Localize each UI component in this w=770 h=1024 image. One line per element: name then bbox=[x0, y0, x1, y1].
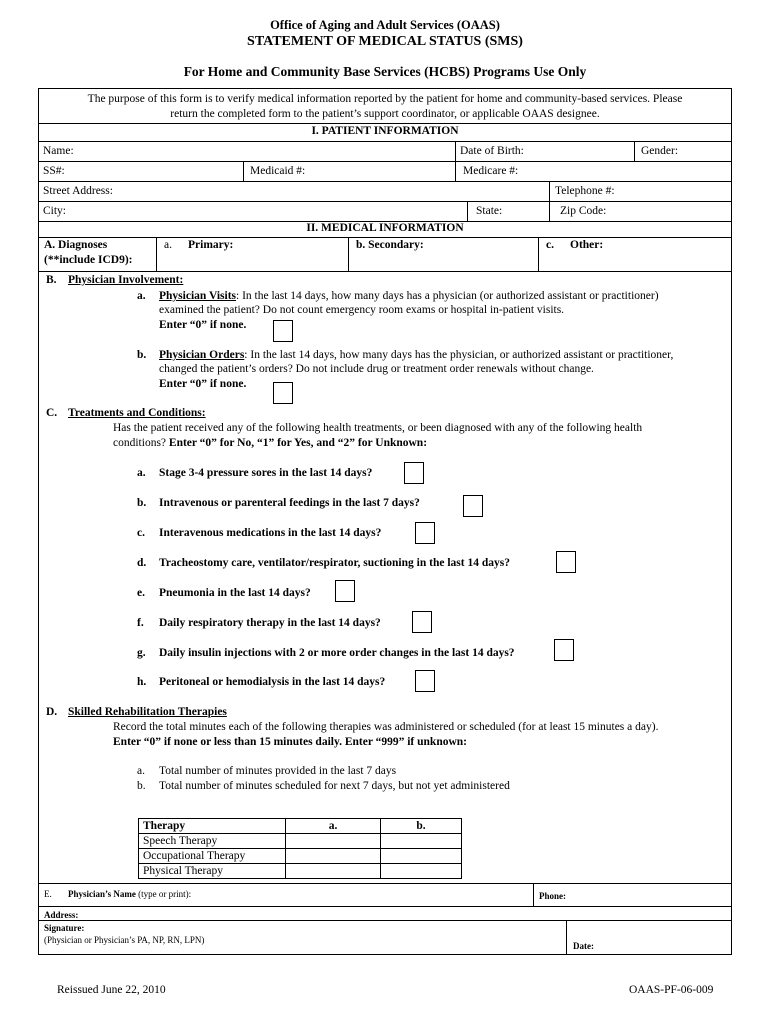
other-letter: c. bbox=[546, 239, 554, 251]
form-number: OAAS-PF-06-009 bbox=[629, 984, 714, 996]
treatment-input-g[interactable] bbox=[554, 639, 574, 661]
treatment-letter-c: c. bbox=[137, 527, 145, 539]
physical-therapy-b-cell[interactable] bbox=[381, 864, 462, 879]
telephone-field[interactable]: Telephone #: bbox=[555, 185, 615, 197]
physician-visits-enter: Enter “0” if none. bbox=[159, 319, 247, 331]
reissued-date: Reissued June 22, 2010 bbox=[57, 984, 166, 996]
form-title: STATEMENT OF MEDICAL STATUS (SMS) bbox=[247, 34, 523, 49]
medicare-field[interactable]: Medicare #: bbox=[463, 165, 519, 177]
agency-name: Office of Aging and Adult Services (OAAS) bbox=[270, 18, 500, 32]
treatment-letter-h: h. bbox=[137, 676, 147, 688]
treatment-input-c[interactable] bbox=[415, 522, 435, 544]
city-field[interactable]: City: bbox=[43, 205, 67, 217]
diagnoses-label: A. Diagnoses bbox=[44, 239, 108, 251]
treatment-letter-b: b. bbox=[137, 497, 147, 509]
primary-diagnosis-field[interactable]: Primary: bbox=[188, 239, 234, 251]
section-b-letter: B. bbox=[46, 274, 57, 286]
name-field[interactable]: Name: bbox=[43, 145, 74, 157]
medicaid-field[interactable]: Medicaid #: bbox=[250, 165, 306, 177]
state-field[interactable]: State: bbox=[476, 205, 503, 217]
date-of-birth-field[interactable]: Date of Birth: bbox=[460, 145, 524, 157]
primary-letter: a. bbox=[164, 239, 172, 251]
treatment-input-f[interactable] bbox=[412, 611, 432, 633]
occupational-therapy-b-cell[interactable] bbox=[381, 849, 462, 864]
treatment-letter-d: d. bbox=[137, 557, 147, 569]
physician-visits-input[interactable] bbox=[273, 320, 293, 342]
form-subtitle: For Home and Community Base Services (HCBS) Programs Use Only bbox=[183, 64, 587, 79]
patient-info-heading: I. PATIENT INFORMATION bbox=[311, 125, 459, 137]
treatment-text-f: Daily respiratory therapy in the last 14 days? bbox=[159, 617, 381, 629]
physician-address-field[interactable]: Address: bbox=[44, 910, 79, 920]
treatments-heading: Treatments and Conditions: bbox=[68, 407, 206, 419]
visits-letter: a. bbox=[137, 290, 146, 302]
purpose-line-1: The purpose of this form is to verify medical information reported by the patient for home and community-based services. Please bbox=[87, 93, 683, 105]
treatment-letter-f: f. bbox=[137, 617, 144, 629]
therapy-header: Therapy bbox=[139, 819, 286, 834]
treatment-input-e[interactable] bbox=[335, 580, 355, 602]
therapy-table bbox=[138, 818, 462, 879]
physician-orders-enter: Enter “0” if none. bbox=[159, 378, 247, 390]
orders-letter: b. bbox=[137, 349, 147, 361]
treatment-text-d: Tracheostomy care, ventilator/respirator, suctioning in the last 14 days? bbox=[159, 557, 510, 569]
ssn-field[interactable]: SS#: bbox=[43, 165, 65, 177]
physician-phone-field[interactable]: Phone: bbox=[539, 891, 566, 901]
treatments-intro-2: conditions? Enter “0” for No, “1” for Yes, and “2” for Unknown: bbox=[113, 437, 428, 449]
signature-note: (Physician or Physician’s PA, NP, RN, LPN) bbox=[44, 935, 205, 945]
treatment-letter-g: g. bbox=[137, 647, 146, 659]
street-address-field[interactable]: Street Address: bbox=[43, 185, 113, 197]
section-d-letter: D. bbox=[46, 706, 58, 718]
treatment-text-h: Peritoneal or hemodialysis in the last 14 days? bbox=[159, 676, 386, 688]
treatment-text-b: Intravenous or parenteral feedings in the last 7 days? bbox=[159, 497, 420, 509]
physician-visits-text: Physician Visits: In the last 14 days, how many days has a physician (or authorized assistant or practitioner) bbox=[159, 290, 659, 302]
rehab-b-text: Total number of minutes scheduled for next 7 days, but not yet administered bbox=[159, 780, 510, 792]
treatment-input-d[interactable] bbox=[556, 551, 576, 573]
rehab-line-1: Record the total minutes each of the following therapies was administered or scheduled (for at least 15 minutes a day). bbox=[113, 721, 659, 733]
physician-involvement-heading: Physician Involvement: bbox=[68, 274, 184, 286]
physician-orders-text-2: changed the patient’s orders? Do not include drug or treatment order renewals without change. bbox=[159, 363, 594, 375]
therapy-header-b: b. bbox=[381, 819, 462, 834]
rehab-line-2: Enter “0” if none or less than 15 minutes daily. Enter “999” if unknown: bbox=[113, 736, 467, 748]
physical-therapy-a-cell[interactable] bbox=[286, 864, 381, 879]
rehab-a-text: Total number of minutes provided in the last 7 days bbox=[159, 765, 397, 777]
physician-visits-text-2: examined the patient? Do not count emergency room exams or hospital in-patient visits. bbox=[159, 304, 565, 316]
treatment-input-b[interactable] bbox=[463, 495, 483, 517]
physician-orders-text: Physician Orders: In the last 14 days, how many days has the physician, or authorized assistant or practitioner, bbox=[159, 349, 674, 361]
therapy-row-label: Occupational Therapy bbox=[139, 849, 286, 864]
treatment-input-a[interactable] bbox=[404, 462, 424, 484]
secondary-diagnosis-field[interactable]: b. Secondary: bbox=[356, 239, 424, 251]
medical-info-heading: II. MEDICAL INFORMATION bbox=[306, 222, 464, 234]
gender-field[interactable]: Gender: bbox=[641, 145, 679, 157]
diagnoses-note: (**include ICD9): bbox=[44, 254, 133, 266]
purpose-line-2: return the completed form to the patient’s support coordinator, or applicable OAAS designee. bbox=[170, 108, 600, 120]
rehab-b-letter: b. bbox=[137, 780, 146, 792]
section-e-letter: E. bbox=[44, 889, 52, 899]
physician-name-field[interactable]: Physician’s Name (type or print): bbox=[68, 889, 192, 899]
therapy-row-label: Physical Therapy bbox=[139, 864, 286, 879]
treatment-input-h[interactable] bbox=[415, 670, 435, 692]
treatment-text-a: Stage 3-4 pressure sores in the last 14 days? bbox=[159, 467, 373, 479]
speech-therapy-b-cell[interactable] bbox=[381, 834, 462, 849]
physician-signature-field[interactable]: Signature: bbox=[44, 923, 85, 933]
other-diagnosis-field[interactable]: Other: bbox=[570, 239, 604, 251]
occupational-therapy-a-cell[interactable] bbox=[286, 849, 381, 864]
therapy-header-a: a. bbox=[286, 819, 381, 834]
rehab-heading: Skilled Rehabilitation Therapies bbox=[68, 706, 227, 718]
treatment-text-c: Interavenous medications in the last 14 days? bbox=[159, 527, 382, 539]
zip-code-field[interactable]: Zip Code: bbox=[560, 205, 607, 217]
treatment-letter-a: a. bbox=[137, 467, 146, 479]
treatment-text-g: Daily insulin injections with 2 or more order changes in the last 14 days? bbox=[159, 647, 515, 659]
physician-orders-input[interactable] bbox=[273, 382, 293, 404]
treatment-letter-e: e. bbox=[137, 587, 145, 599]
treatments-intro-1: Has the patient received any of the following health treatments, or been diagnosed with any of the following health bbox=[113, 422, 643, 434]
section-c-letter: C. bbox=[46, 407, 58, 419]
speech-therapy-a-cell[interactable] bbox=[286, 834, 381, 849]
treatment-text-e: Pneumonia in the last 14 days? bbox=[159, 587, 311, 599]
therapy-row-label: Speech Therapy bbox=[139, 834, 286, 849]
rehab-a-letter: a. bbox=[137, 765, 145, 777]
signature-date-field[interactable]: Date: bbox=[573, 941, 594, 951]
